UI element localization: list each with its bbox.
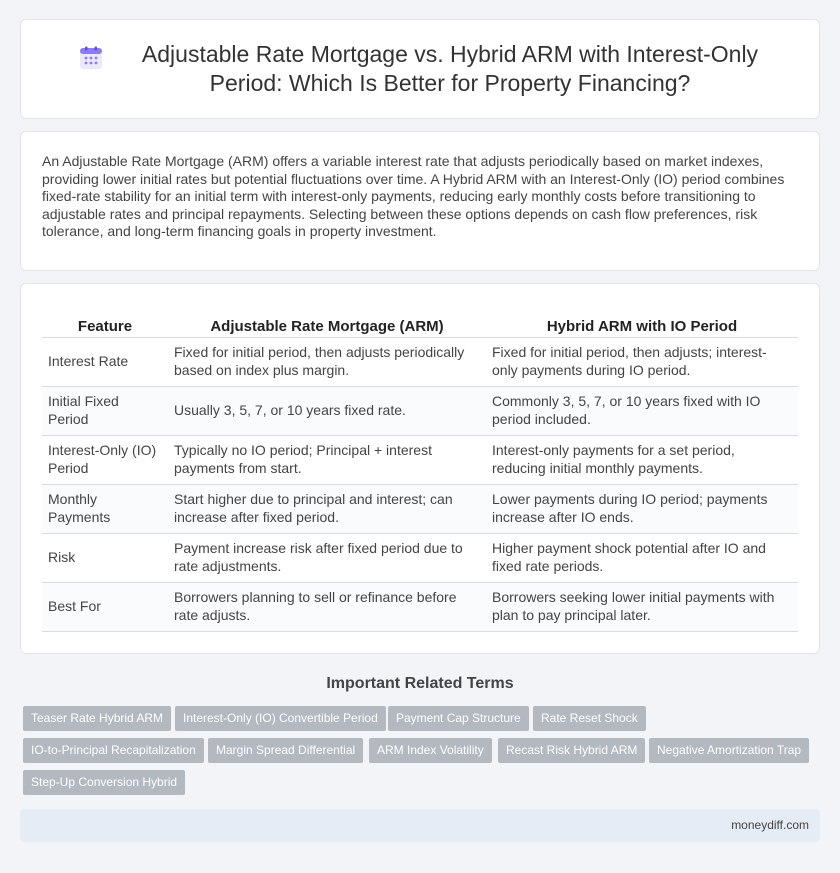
row-feature: Risk <box>42 533 168 582</box>
comparison-table-card <box>20 283 820 654</box>
tag-teaser-rate-hybrid-arm[interactable]: Teaser Rate Hybrid ARM <box>23 706 171 731</box>
table-row <box>42 582 798 631</box>
intro-card <box>20 131 820 271</box>
row-hybrid-value: Interest-only payments for a set period, reducing initial monthly payments. <box>486 435 798 484</box>
row-arm-value: Fixed for initial period, then adjusts periodically based on index plus margin. <box>168 337 486 386</box>
row-hybrid-value: Fixed for initial period, then adjusts; interest-only payments during IO period. <box>486 337 798 386</box>
row-feature: Interest Rate <box>42 337 168 386</box>
row-feature: Best For <box>42 582 168 631</box>
tag-payment-cap-structure[interactable]: Payment Cap Structure <box>388 706 529 731</box>
related-terms-title: Important Related Terms <box>326 675 514 692</box>
tag-arm-index-volatility[interactable]: ARM Index Volatility <box>369 738 492 763</box>
tag-io-to-principal-recapitalization[interactable]: IO-to-Principal Recapitalization <box>23 738 204 763</box>
row-hybrid-value: Higher payment shock potential after IO and fixed rate periods. <box>486 533 798 582</box>
row-hybrid-value: Lower payments during IO period; payments increase after IO ends. <box>486 484 798 533</box>
table-row <box>42 484 798 533</box>
tag-io-convertible-period[interactable]: Interest-Only (IO) Convertible Period <box>175 706 386 731</box>
header-hybrid-arm: Hybrid ARM with IO Period <box>486 317 798 337</box>
tag-margin-spread-differential[interactable]: Margin Spread Differential <box>208 738 363 763</box>
row-arm-value: Payment increase risk after fixed period due to rate adjustments. <box>168 533 486 582</box>
header-feature: Feature <box>42 317 168 337</box>
table-row <box>42 386 798 435</box>
table-header-row <box>42 317 798 337</box>
footer <box>20 809 820 842</box>
header-arm: Adjustable Rate Mortgage (ARM) <box>168 317 486 337</box>
intro-paragraph: An Adjustable Rate Mortgage (ARM) offers a variable interest rate that adjusts periodically based on market indexes, providing lower initial rates but potential fluctuations over time. A Hybrid ARM with an Interest-Only (IO) period combines fixed-rate stability for an initial term with interest-only payments, reducing early monthly costs before transitioning to adjustable rates and principal repayments. Selecting between these options depends on cash flow preferences, risk tolerance, and long-term financing goals in property investment. <box>42 153 785 240</box>
table-row <box>42 435 798 484</box>
row-arm-value: Start higher due to principal and interest; can increase after fixed period. <box>168 484 486 533</box>
row-arm-value: Borrowers planning to sell or refinance before rate adjusts. <box>168 582 486 631</box>
footer-site-link[interactable]: moneydiff.com <box>731 818 809 832</box>
page-title: Adjustable Rate Mortgage vs. Hybrid ARM with Interest-Only Period: Which Is Better for Property Financing? <box>141 41 759 96</box>
row-arm-value: Typically no IO period; Principal + interest payments from start. <box>168 435 486 484</box>
row-feature: Initial Fixed Period <box>42 386 168 435</box>
title-card <box>20 19 820 119</box>
table-row <box>42 533 798 582</box>
tag-recast-risk-hybrid-arm[interactable]: Recast Risk Hybrid ARM <box>498 738 645 763</box>
tag-rate-reset-shock[interactable]: Rate Reset Shock <box>533 706 646 731</box>
row-hybrid-value: Commonly 3, 5, 7, or 10 years fixed with IO period included. <box>486 386 798 435</box>
row-hybrid-value: Borrowers seeking lower initial payments with plan to pay principal later. <box>486 582 798 631</box>
tag-negative-amortization-trap[interactable]: Negative Amortization Trap <box>649 738 809 763</box>
tag-step-up-conversion-hybrid[interactable]: Step-Up Conversion Hybrid <box>23 770 185 795</box>
row-feature: Interest-Only (IO) Period <box>42 435 168 484</box>
comparison-table <box>42 317 798 632</box>
row-feature: Monthly Payments <box>42 484 168 533</box>
row-arm-value: Usually 3, 5, 7, or 10 years fixed rate. <box>168 386 486 435</box>
table-row <box>42 337 798 386</box>
